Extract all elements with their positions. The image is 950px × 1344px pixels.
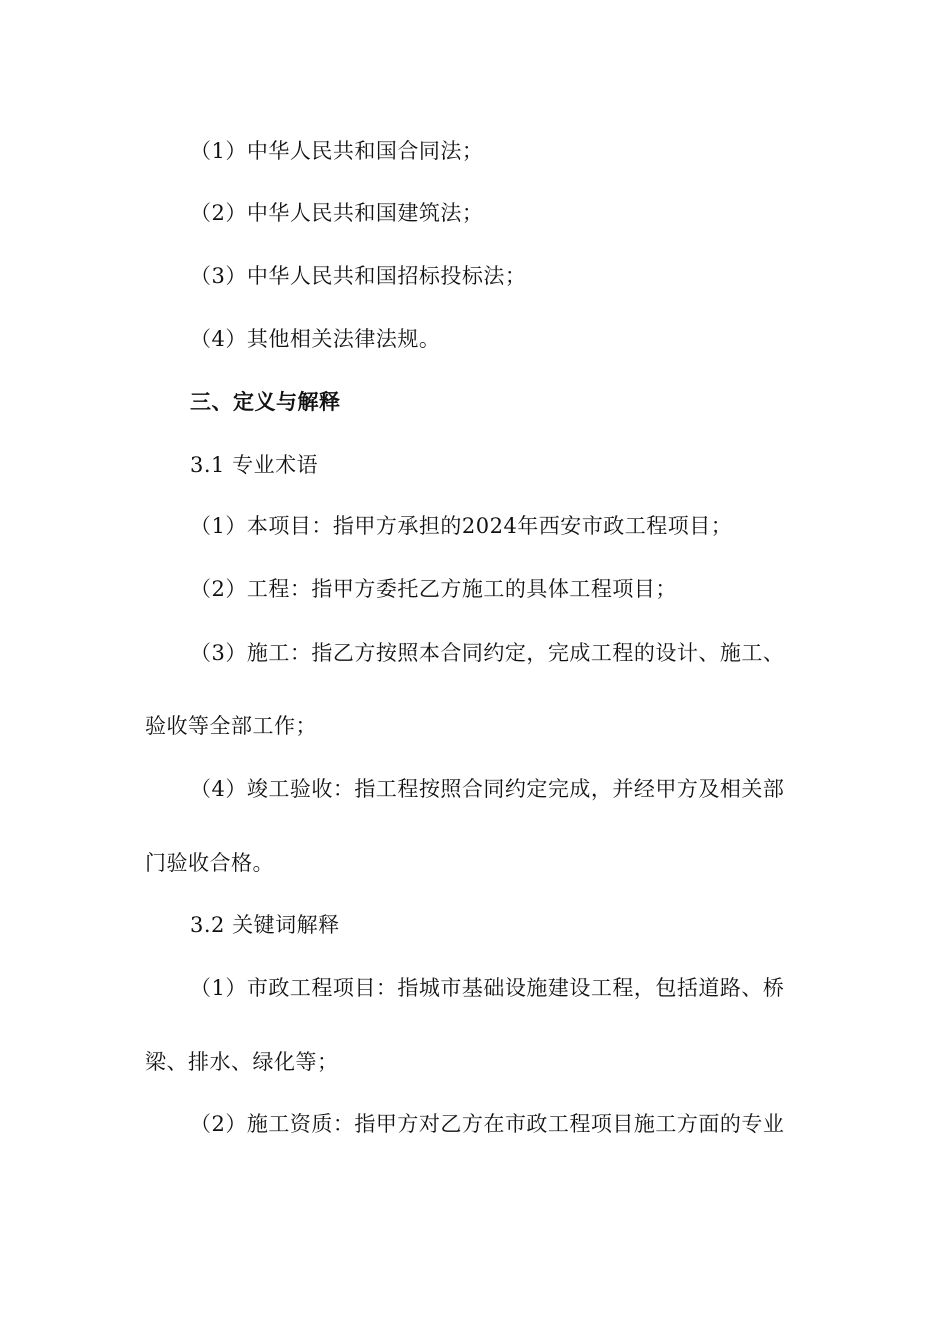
term-item-4-line-1: （4）竣工验收：指工程按照合同约定完成，并经甲方及相关部 [190,777,785,801]
term-item-3-line-2: 验收等全部工作； [145,714,317,738]
subsection-heading-3-1: 3.1 专业术语 [190,453,319,477]
law-item-1: （1）中华人民共和国合同法； [190,139,484,163]
subsection-heading-3-2: 3.2 关键词解释 [190,913,340,937]
law-item-4: （4）其他相关法律法规。 [190,327,441,351]
keyword-item-1-line-1: （1）市政工程项目：指城市基础设施建设工程，包括道路、桥 [190,976,785,1000]
term-item-1: （1）本项目：指甲方承担的2024年西安市政工程项目； [190,514,733,538]
keyword-item-1-line-2: 梁、排水、绿化等； [145,1050,339,1074]
keyword-item-2-line-1: （2）施工资质：指甲方对乙方在市政工程项目施工方面的专业 [190,1112,785,1136]
section-heading: 三、定义与解释 [190,389,341,414]
term-item-2: （2）工程：指甲方委托乙方施工的具体工程项目； [190,577,677,601]
term-item-3-line-1: （3）施工：指乙方按照本合同约定，完成工程的设计、施工、 [190,641,785,665]
law-item-3: （3）中华人民共和国招标投标法； [190,264,527,288]
term-item-4-line-2: 门验收合格。 [145,851,274,875]
law-item-2: （2）中华人民共和国建筑法； [190,201,484,225]
